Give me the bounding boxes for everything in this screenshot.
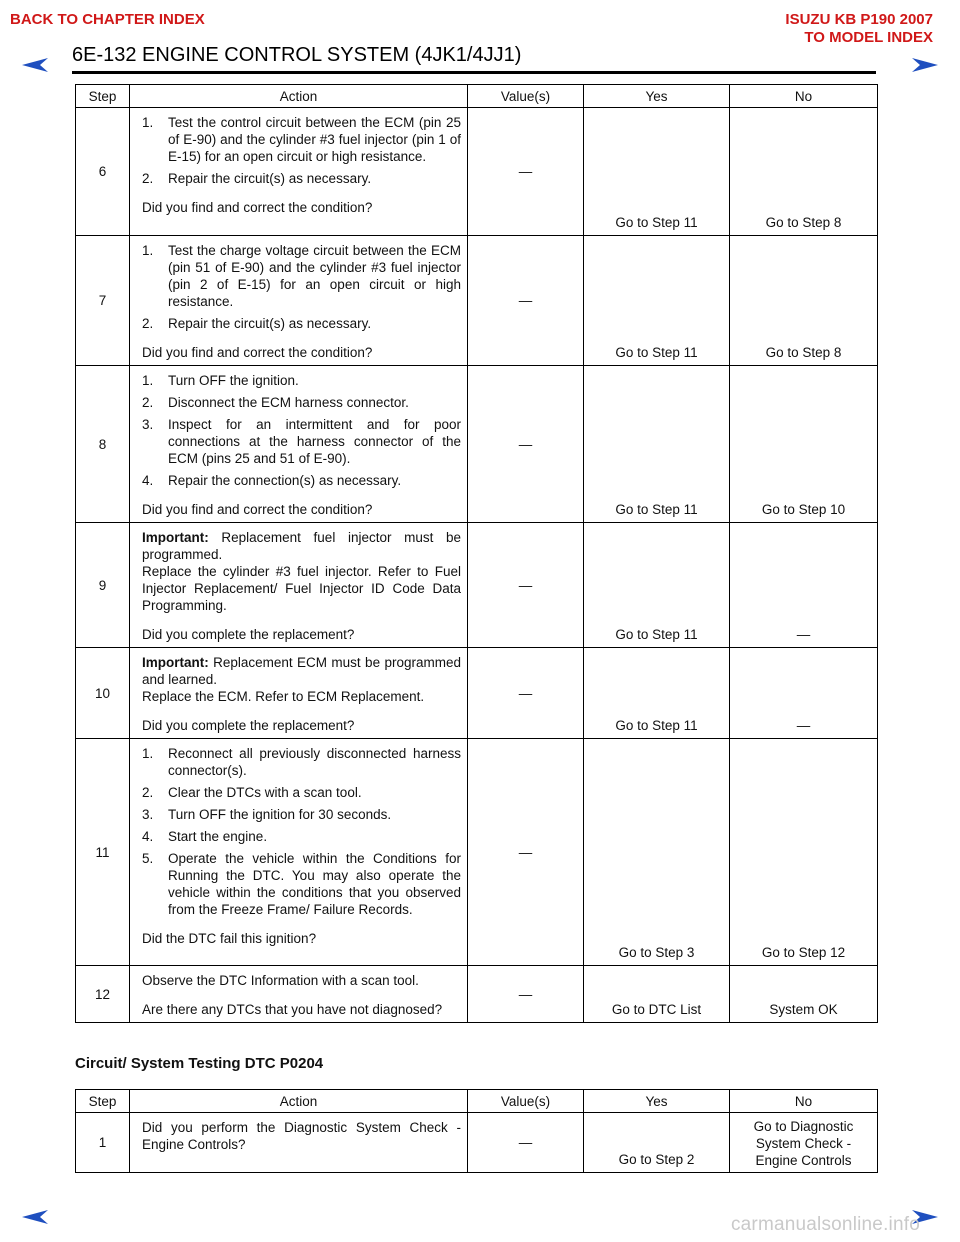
list-item xyxy=(142,394,461,411)
list-number: 2. xyxy=(142,171,154,186)
action-cell xyxy=(130,966,468,1023)
no-cell: System OK xyxy=(730,966,878,1023)
no-cell: Go to Step 8 xyxy=(730,108,878,236)
value-cell: — xyxy=(468,966,584,1023)
important-note xyxy=(142,529,461,563)
column-header-yes: Yes xyxy=(584,85,730,108)
important-label: Important: xyxy=(142,530,209,545)
column-header-no: No xyxy=(730,85,878,108)
column-header-step: Step xyxy=(76,85,130,108)
to-model-index-link[interactable]: TO MODEL INDEX xyxy=(804,29,933,46)
page-title: 6E-132 ENGINE CONTROL SYSTEM (4JK1/4JJ1) xyxy=(72,44,522,66)
list-item xyxy=(142,472,461,489)
list-text: Disconnect the ECM harness connector. xyxy=(168,395,409,410)
action-paragraph: Replace the ECM. Refer to ECM Replacement. xyxy=(142,689,425,704)
important-text: Replacement ECM must be programmed and learned. xyxy=(142,655,461,687)
list-text: Repair the connection(s) as necessary. xyxy=(168,473,402,488)
title-rule xyxy=(72,71,876,74)
step-question: Did you complete the replacement? xyxy=(142,627,355,642)
action-cell xyxy=(130,523,468,648)
table-row xyxy=(76,366,878,523)
no-cell: Go to Step 10 xyxy=(730,366,878,523)
list-text: Clear the DTCs with a scan tool. xyxy=(168,785,362,800)
list-text: Reconnect all previously disconnected harness connector(s). xyxy=(168,746,461,778)
table-row xyxy=(76,523,878,648)
list-text: Repair the circuit(s) as necessary. xyxy=(168,171,372,186)
watermark: carmanualsonline.info xyxy=(730,1214,920,1235)
model-title-link[interactable]: ISUZU KB P190 2007 xyxy=(785,11,933,28)
step-number: 7 xyxy=(76,236,130,366)
value-cell: — xyxy=(468,648,584,739)
step-question: Are there any DTCs that you have not diagnosed? xyxy=(142,1002,443,1017)
table-row xyxy=(76,236,878,366)
column-header-action: Action xyxy=(130,85,468,108)
column-header-step: Step xyxy=(76,1090,130,1113)
list-number: 4. xyxy=(142,473,154,488)
value-cell: — xyxy=(468,1113,584,1173)
list-text: Turn OFF the ignition. xyxy=(168,373,299,388)
no-cell xyxy=(730,1113,878,1173)
column-header-values: Value(s) xyxy=(468,85,584,108)
no-line: System Check - xyxy=(755,1136,852,1151)
list-item xyxy=(142,114,461,165)
step-question: Did you find and correct the condition? xyxy=(142,200,373,215)
list-text: Test the control circuit between the ECM (pin 25 of E-90) and the cylinder #3 fuel injector (pin 1 of E-15) for an open circuit or high resistance. xyxy=(168,115,461,164)
step-question: Did the DTC fail this ignition? xyxy=(142,931,317,946)
step-number: 9 xyxy=(76,523,130,648)
action-paragraph: Did you perform the Diagnostic System Check - Engine Controls? xyxy=(142,1120,461,1152)
list-number: 1. xyxy=(142,373,154,388)
action-paragraph: Replace the cylinder #3 fuel injector. Refer to Fuel Injector Replacement/ Fuel Injector ID Code Data Programming. xyxy=(142,564,461,613)
list-number: 4. xyxy=(142,829,154,844)
list-item xyxy=(142,784,461,801)
circuit-testing-table xyxy=(75,1089,878,1173)
no-line: Engine Controls xyxy=(755,1153,852,1168)
action-cell xyxy=(130,648,468,739)
action-paragraph: Observe the DTC Information with a scan tool. xyxy=(142,973,419,988)
arrow-left-icon[interactable] xyxy=(20,56,50,74)
no-cell: — xyxy=(730,523,878,648)
action-cell xyxy=(130,739,468,966)
yes-cell: Go to Step 11 xyxy=(584,648,730,739)
diagnostic-steps-table xyxy=(75,84,878,1023)
yes-cell: Go to Step 11 xyxy=(584,523,730,648)
yes-cell: Go to Step 11 xyxy=(584,108,730,236)
back-to-chapter-index-link[interactable]: BACK TO CHAPTER INDEX xyxy=(10,11,205,28)
list-item xyxy=(142,170,461,187)
no-line: Go to Diagnostic xyxy=(753,1119,854,1134)
step-number: 12 xyxy=(76,966,130,1023)
list-text: Inspect for an intermittent and for poor connections at the harness connector of the ECM (pins 25 and 51 of E-90). xyxy=(168,417,461,466)
no-cell: — xyxy=(730,648,878,739)
list-text: Operate the vehicle within the Conditions for Running the DTC. You may also operate the vehicle within the conditions that you observed from the Freeze Frame/ Failure Records. xyxy=(168,851,461,917)
list-item xyxy=(142,416,461,467)
table-row xyxy=(76,739,878,966)
list-text: Start the engine. xyxy=(168,829,268,844)
table-row xyxy=(76,966,878,1023)
step-question: Did you find and correct the condition? xyxy=(142,502,373,517)
list-item xyxy=(142,828,461,845)
list-number: 1. xyxy=(142,243,154,258)
column-header-action: Action xyxy=(130,1090,468,1113)
list-text: Repair the circuit(s) as necessary. xyxy=(168,316,372,331)
action-cell xyxy=(130,236,468,366)
list-number: 3. xyxy=(142,807,154,822)
value-cell: — xyxy=(468,108,584,236)
value-cell: — xyxy=(468,366,584,523)
important-note xyxy=(142,654,461,688)
important-label: Important: xyxy=(142,655,209,670)
no-cell: Go to Step 12 xyxy=(730,739,878,966)
list-number: 2. xyxy=(142,785,154,800)
step-question: Did you find and correct the condition? xyxy=(142,345,373,360)
list-number: 5. xyxy=(142,851,154,866)
important-text: Replacement fuel injector must be programmed. xyxy=(142,530,461,562)
arrow-right-icon[interactable] xyxy=(910,56,940,74)
table-row xyxy=(76,1113,878,1173)
list-number: 1. xyxy=(142,115,154,130)
table-row xyxy=(76,648,878,739)
list-item xyxy=(142,745,461,779)
list-text: Test the charge voltage circuit between the ECM (pin 51 of E-90) and the cylinder #3 fuel injector (pin 2 of E-15) for an open circuit or high resistance. xyxy=(168,243,461,309)
arrow-left-icon[interactable] xyxy=(20,1208,50,1226)
step-question: Did you complete the replacement? xyxy=(142,718,355,733)
list-number: 2. xyxy=(142,395,154,410)
step-number: 10 xyxy=(76,648,130,739)
action-cell xyxy=(130,366,468,523)
value-cell: — xyxy=(468,523,584,648)
list-item xyxy=(142,315,461,332)
yes-cell: Go to Step 11 xyxy=(584,366,730,523)
yes-cell: Go to Step 2 xyxy=(584,1113,730,1173)
step-number: 6 xyxy=(76,108,130,236)
section-heading: Circuit/ System Testing DTC P0204 xyxy=(75,1055,324,1072)
yes-cell: Go to Step 11 xyxy=(584,236,730,366)
yes-cell: Go to DTC List xyxy=(584,966,730,1023)
list-number: 3. xyxy=(142,417,154,432)
table-header-row xyxy=(76,85,878,108)
table-row xyxy=(76,108,878,236)
action-cell xyxy=(130,1113,468,1173)
step-number: 8 xyxy=(76,366,130,523)
list-number: 1. xyxy=(142,746,154,761)
no-cell: Go to Step 8 xyxy=(730,236,878,366)
step-number: 11 xyxy=(76,739,130,966)
list-item xyxy=(142,242,461,310)
list-number: 2. xyxy=(142,316,154,331)
list-item xyxy=(142,806,461,823)
column-header-values: Value(s) xyxy=(468,1090,584,1113)
column-header-no: No xyxy=(730,1090,878,1113)
table-header-row xyxy=(76,1090,878,1113)
list-item xyxy=(142,850,461,918)
list-text: Turn OFF the ignition for 30 seconds. xyxy=(168,807,392,822)
value-cell: — xyxy=(468,236,584,366)
column-header-yes: Yes xyxy=(584,1090,730,1113)
step-number: 1 xyxy=(76,1113,130,1173)
yes-cell: Go to Step 3 xyxy=(584,739,730,966)
value-cell: — xyxy=(468,739,584,966)
action-cell xyxy=(130,108,468,236)
list-item xyxy=(142,372,461,389)
